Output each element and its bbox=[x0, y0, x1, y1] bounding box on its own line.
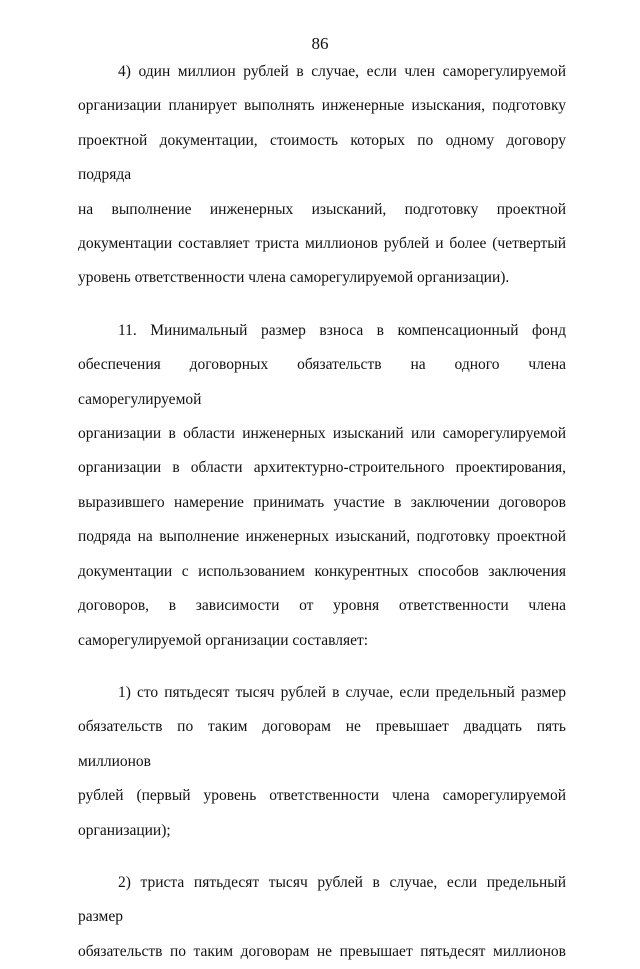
text-line: проектной документации, стоимость которых по одному договору подряда bbox=[78, 131, 566, 184]
text-line: обязательств по таким договорам не превышает двадцать пять миллионов bbox=[78, 718, 566, 770]
paragraph-section-11 bbox=[78, 314, 566, 658]
text-line: саморегулируемой организации составляет: bbox=[78, 631, 369, 649]
text-line: подряда на выполнение инженерных изысканий, подготовку проектной bbox=[78, 528, 566, 546]
text-line: договоров, в зависимости от уровня ответственности члена bbox=[78, 597, 566, 615]
text-line: рублей (первый уровень ответственности члена саморегулируемой bbox=[78, 787, 566, 805]
text-line: организации в области архитектурно-строительного проектирования, bbox=[78, 459, 566, 477]
document-body bbox=[78, 55, 566, 969]
text-line: выразившего намерение принимать участие в заключении договоров bbox=[78, 493, 566, 511]
text-line: обязательств по таким договорам не превышает пятьдесят миллионов bbox=[78, 942, 566, 960]
text-line: документации с использованием конкурентных способов заключения bbox=[78, 562, 566, 580]
text-line: организации в области инженерных изысканий или саморегулируемой bbox=[78, 425, 566, 443]
text-line: уровень ответственности члена саморегулируемой организации). bbox=[78, 269, 510, 287]
text-line: на выполнение инженерных изысканий, подготовку проектной bbox=[78, 200, 566, 218]
paragraph-item-2 bbox=[78, 866, 566, 969]
text-line: организации); bbox=[78, 821, 171, 839]
text-line: 11. Минимальный размер взноса в компенсационный фонд bbox=[118, 321, 566, 339]
text-line: 2) триста пятьдесят тысяч рублей в случае, если предельный размер bbox=[78, 873, 566, 926]
paragraph-item-1 bbox=[78, 676, 566, 848]
text-line: 1) сто пятьдесят тысяч рублей в случае, если предельный размер bbox=[118, 683, 566, 701]
text-line: обеспечения договорных обязательств на одного члена саморегулируемой bbox=[78, 356, 566, 408]
text-line: 4) один миллион рублей в случае, если член саморегулируемой bbox=[118, 63, 566, 80]
text-line: документации составляет триста миллионов рублей и более (четвертый bbox=[78, 235, 566, 253]
paragraph-item-4 bbox=[78, 55, 566, 296]
page-number: 86 bbox=[311, 34, 329, 53]
text-line: организации планирует выполнять инженерные изыскания, подготовку bbox=[78, 97, 566, 115]
